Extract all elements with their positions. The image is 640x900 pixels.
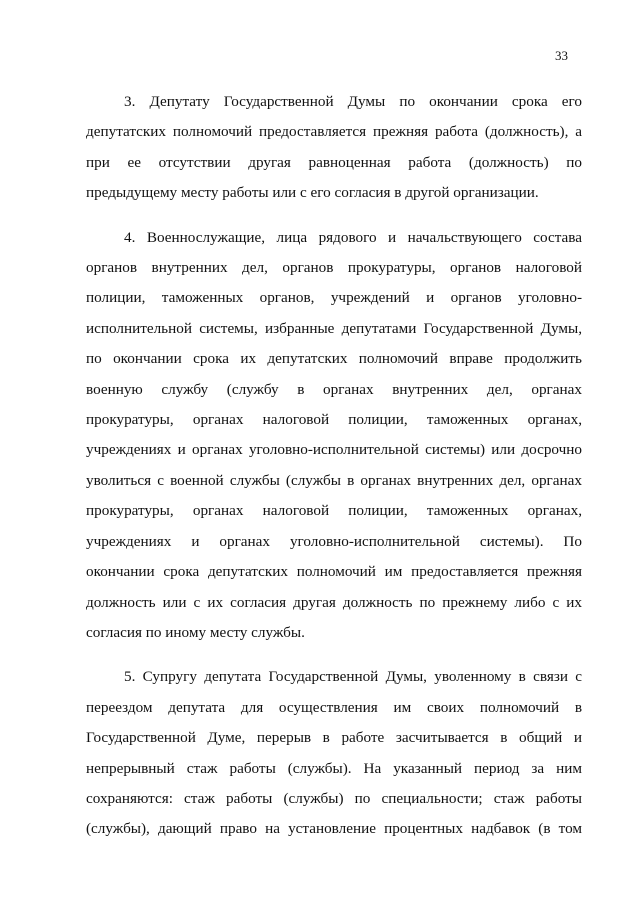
paragraph-4 xyxy=(86,223,582,649)
text-line: 3. Депутату Государственной Думы по окончании срока его xyxy=(124,93,582,110)
text-line: окончании срока депутатских полномочий им предоставляется прежняя xyxy=(86,563,582,581)
text-line: военную службу (службу в органах внутренних дел, органах xyxy=(86,380,582,398)
text-line: 4. Военнослужащие, лица рядового и начальствующего состава xyxy=(124,228,582,246)
text-line: при ее отсутствии другая равноценная работа (должность) по xyxy=(86,153,582,171)
text-line: предыдущему месту работы или с его согласия в другой организации. xyxy=(86,184,539,202)
text-line: сохраняются: стаж работы (службы) по специальности; стаж работы xyxy=(86,789,582,807)
text-line: непрерывный стаж работы (службы). На указанный период за ним xyxy=(86,759,582,777)
paragraph-5 xyxy=(86,662,582,844)
text-line: депутатских полномочий предоставляется прежняя работа (должность), а xyxy=(86,123,582,141)
text-line: исполнительной системы, избранные депутатами Государственной Думы, xyxy=(86,319,582,337)
page-number: 33 xyxy=(555,48,568,63)
text-line: Государственной Думе, перерыв в работе засчитывается в общий и xyxy=(86,729,582,747)
text-line: прокуратуры, органах налоговой полиции, таможенных органах, xyxy=(86,502,582,520)
text-line: полиции, таможенных органов, учреждений и органов уголовно- xyxy=(86,289,582,307)
text-line: органов внутренних дел, органов прокуратуры, органов налоговой xyxy=(86,259,582,277)
text-line: уволиться с военной службы (службы в органах внутренних дел, органах xyxy=(86,471,582,489)
text-line: согласия по иному месту службы. xyxy=(86,623,305,641)
text-line: по окончании срока их депутатских полномочий вправе продолжить xyxy=(86,350,582,368)
text-line: переездом депутата для осуществления им своих полномочий в xyxy=(86,698,582,716)
text-line: должность или с их согласия другая должность по прежнему либо с их xyxy=(86,593,582,611)
text-line: учреждениях и органах уголовно-исполнительной системы) или досрочно xyxy=(86,441,582,459)
document-body xyxy=(86,87,582,859)
text-line: прокуратуры, органах налоговой полиции, таможенных органах, xyxy=(86,411,582,429)
text-line: учреждениях и органах уголовно-исполнительной системы). По xyxy=(86,532,582,550)
paragraph-3 xyxy=(86,87,582,209)
text-line: 5. Супругу депутата Государственной Думы, уволенному в связи с xyxy=(124,668,582,686)
text-line: (службы), дающий право на установление процентных надбавок (в том xyxy=(86,820,582,838)
